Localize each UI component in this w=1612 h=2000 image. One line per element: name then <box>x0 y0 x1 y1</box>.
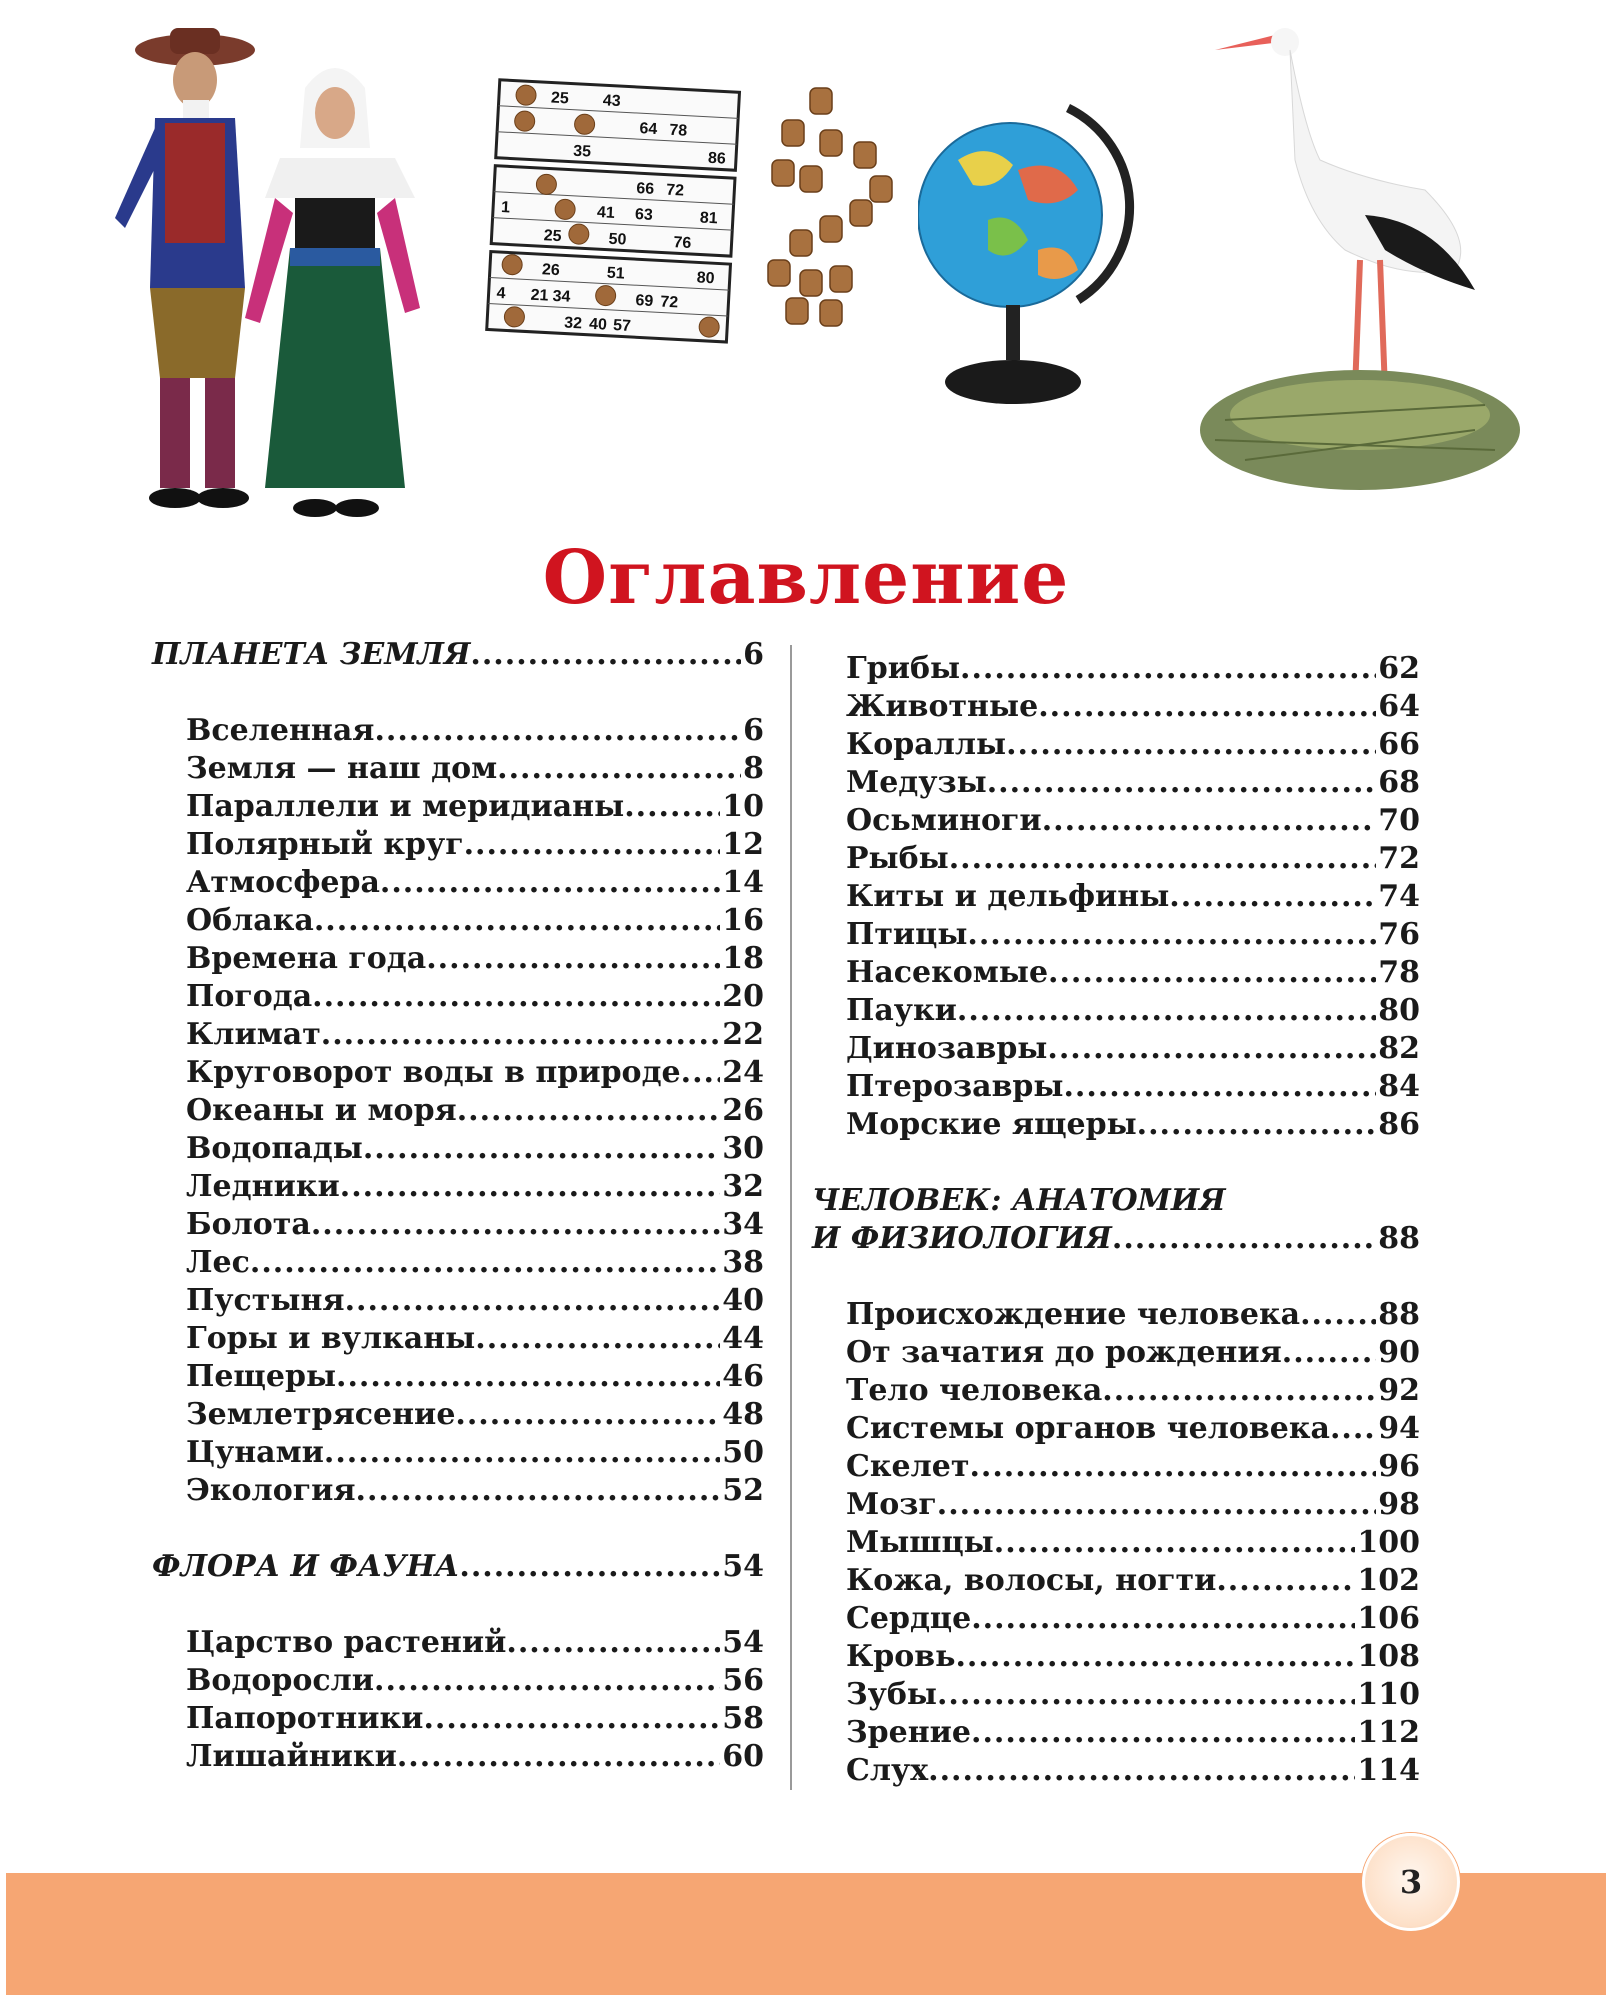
toc-entry-title: Болота <box>186 1207 311 1242</box>
toc-entry-title: Кожа, волосы, ногти <box>846 1563 1217 1598</box>
toc-leader-dots <box>987 764 1377 802</box>
toc-leader-dots <box>374 712 741 750</box>
toc-entry-page: 52 <box>722 1473 764 1508</box>
toc-leader-dots <box>340 1168 721 1206</box>
toc-entry[interactable] <box>152 712 764 750</box>
toc-entry[interactable] <box>812 688 1420 726</box>
toc-entry-page: 80 <box>1378 993 1420 1028</box>
toc-entry-title: Пещеры <box>186 1359 337 1394</box>
toc-entry-title: Пауки <box>846 993 957 1028</box>
toc-entry[interactable] <box>812 1410 1420 1448</box>
toc-entry-title: Сердце <box>846 1601 972 1636</box>
toc-entry[interactable] <box>152 1434 764 1472</box>
toc-leader-dots <box>457 1092 721 1130</box>
toc-leader-dots <box>464 826 721 864</box>
toc-entry-page: 74 <box>1378 879 1420 914</box>
toc-entry[interactable] <box>152 864 764 902</box>
toc-entry[interactable] <box>152 940 764 978</box>
toc-leader-dots <box>356 1472 721 1510</box>
toc-leader-dots <box>497 750 741 788</box>
toc-entry[interactable] <box>152 1358 764 1396</box>
toc-entry[interactable] <box>152 1130 764 1168</box>
toc-entry-title: Водопады <box>186 1131 363 1166</box>
lotto-number: 34 <box>552 287 571 306</box>
toc-leader-dots <box>971 1600 1355 1638</box>
toc-entry[interactable] <box>152 1016 764 1054</box>
toc-entry-title: Землетрясение <box>186 1397 456 1432</box>
toc-leader-dots <box>949 840 1377 878</box>
toc-entry[interactable] <box>812 1334 1420 1372</box>
toc-entry[interactable] <box>812 1600 1420 1638</box>
lotto-cards-illustration <box>485 78 750 348</box>
toc-leader-dots <box>1330 1410 1376 1448</box>
toc-leader-dots <box>967 916 1376 954</box>
lotto-number: 78 <box>668 121 688 140</box>
lotto-number: 64 <box>639 120 658 139</box>
toc-entry-page: 114 <box>1357 1753 1420 1788</box>
column-divider <box>790 645 792 1790</box>
toc-leader-dots <box>1006 726 1376 764</box>
toc-entry[interactable] <box>152 1624 764 1662</box>
toc-entry-title: Горы и вулканы <box>186 1321 476 1356</box>
lotto-number: 1 <box>500 199 511 217</box>
toc-entry-page: 6 <box>743 713 764 748</box>
toc-leader-dots <box>1137 1106 1377 1144</box>
toc-entry-page: 44 <box>722 1321 764 1356</box>
toc-entry-page: 38 <box>722 1245 764 1280</box>
toc-entry-title: Осьминоги <box>846 803 1042 838</box>
toc-leader-dots <box>374 1662 720 1700</box>
toc-leader-dots <box>1102 1372 1376 1410</box>
toc-leader-dots <box>969 1448 1376 1486</box>
toc-entry-title: Круговорот воды в природе <box>186 1055 681 1090</box>
toc-entry[interactable] <box>152 902 764 940</box>
toc-entry-title: Мышцы <box>846 1525 994 1560</box>
toc-entry[interactable] <box>812 1372 1420 1410</box>
toc-left-column <box>152 636 764 1776</box>
toc-leader-dots <box>1216 1562 1355 1600</box>
toc-section-planet[interactable]: ПЛАНЕТА ЗЕМЛЯ ..... 6 <box>152 636 764 674</box>
toc-entry-title: Цунами <box>186 1435 324 1470</box>
toc-leader-dots <box>321 1016 720 1054</box>
toc-entry-page: 98 <box>1378 1487 1420 1522</box>
toc-entry-title: Животные <box>846 689 1039 724</box>
lotto-number: 86 <box>707 149 727 168</box>
toc-section-human-line1[interactable]: ЧЕЛОВЕК: АНАТОМИЯ <box>812 1183 1226 1218</box>
toc-entry-page: 66 <box>1378 727 1420 762</box>
toc-entry-title: Зрение <box>846 1715 971 1750</box>
toc-entry[interactable] <box>152 1662 764 1700</box>
toc-entry[interactable] <box>812 1638 1420 1676</box>
toc-entry[interactable] <box>152 1738 764 1776</box>
lotto-number: 4 <box>496 284 506 303</box>
toc-section-human[interactable]: И ФИЗИОЛОГИЯ ..... 88 <box>812 1220 1420 1258</box>
lotto-number: 35 <box>572 142 592 161</box>
toc-section-flora-fauna[interactable]: ФЛОРА И ФАУНА ..... 54 <box>152 1548 764 1586</box>
toc-entry-page: 10 <box>722 789 764 824</box>
toc-leader-dots <box>1042 802 1377 840</box>
toc-leader-dots <box>937 1676 1355 1714</box>
toc-entry[interactable] <box>152 1282 764 1320</box>
toc-entry-title: Климат <box>186 1017 321 1052</box>
toc-entry[interactable] <box>812 1106 1420 1144</box>
toc-entry-page: 68 <box>1378 765 1420 800</box>
lotto-number: 50 <box>608 230 627 249</box>
toc-entry-title: Тело человека <box>846 1373 1103 1408</box>
toc-entry-page: 54 <box>722 1625 764 1660</box>
stork-on-nest-illustration <box>1185 10 1525 540</box>
folk-costume-couple-illustration <box>95 18 470 538</box>
toc-entry-page: 82 <box>1378 1031 1420 1066</box>
toc-entry-page: 14 <box>722 865 764 900</box>
lotto-barrels-illustration <box>760 80 910 330</box>
toc-entry-page: 56 <box>722 1663 764 1698</box>
lotto-number: 80 <box>696 269 715 288</box>
toc-entry-page: 40 <box>722 1283 764 1318</box>
toc-entry-page: 84 <box>1378 1069 1420 1104</box>
toc-entry-title: Киты и дельфины <box>846 879 1170 914</box>
toc-entry-page: 24 <box>722 1055 764 1090</box>
toc-entry[interactable] <box>152 1092 764 1130</box>
lotto-number: 32 <box>563 314 583 333</box>
toc-entry-page: 48 <box>722 1397 764 1432</box>
toc-entry[interactable] <box>812 840 1420 878</box>
page-number: 3 <box>1362 1833 1460 1931</box>
toc-entry-page: 16 <box>722 903 764 938</box>
toc-entry[interactable] <box>152 1054 764 1092</box>
page-title: Оглавление <box>542 535 1070 621</box>
toc-entry-title: Атмосфера <box>186 865 380 900</box>
toc-entry-page: 46 <box>722 1359 764 1394</box>
toc-entry[interactable] <box>152 1700 764 1738</box>
toc-entry-page: 94 <box>1378 1411 1420 1446</box>
toc-entry-page: 30 <box>722 1131 764 1166</box>
toc-entry-page: 18 <box>722 941 764 976</box>
lotto-number: 63 <box>634 206 654 224</box>
toc-entry-title: Грибы <box>846 651 961 686</box>
toc-entry-title: Параллели и меридианы <box>186 789 625 824</box>
lotto-number: 51 <box>606 264 626 283</box>
toc-leader-dots <box>380 864 720 902</box>
toc-entry[interactable] <box>152 1168 764 1206</box>
toc-leader-dots <box>1048 954 1376 992</box>
toc-leader-dots <box>314 902 720 940</box>
lotto-number: 21 <box>530 286 549 305</box>
toc-entry-page: 106 <box>1357 1601 1420 1636</box>
toc-entry-title: Экология <box>186 1473 356 1508</box>
toc-entry-page: 100 <box>1357 1525 1420 1560</box>
toc-leader-dots <box>928 1752 1355 1790</box>
toc-entry[interactable] <box>152 1244 764 1282</box>
toc-entry-page: 92 <box>1378 1373 1420 1408</box>
toc-entry[interactable] <box>812 954 1420 992</box>
toc-entry[interactable] <box>812 650 1420 688</box>
toc-entry-title: Пустыня <box>186 1283 345 1318</box>
toc-entry-page: 58 <box>722 1701 764 1736</box>
toc-entry[interactable] <box>812 726 1420 764</box>
toc-entry-title: Океаны и моря <box>186 1093 457 1128</box>
lotto-number: 43 <box>602 92 622 111</box>
toc-entry-title: Лес <box>186 1245 250 1280</box>
toc-entry-title: Кораллы <box>846 727 1007 762</box>
toc-entry-title: Земля — наш дом <box>186 751 498 786</box>
toc-entry-title: Медузы <box>846 765 987 800</box>
toc-entry-page: 112 <box>1357 1715 1420 1750</box>
toc-entry-title: Лишайники <box>186 1739 397 1774</box>
toc-entry-title: Насекомые <box>846 955 1049 990</box>
toc-leader-dots <box>426 940 720 978</box>
lotto-number: 81 <box>699 209 719 228</box>
toc-entry[interactable] <box>812 1030 1420 1068</box>
toc-entry[interactable] <box>812 1068 1420 1106</box>
toc-entry-title: Зубы <box>846 1677 937 1712</box>
lotto-number: 40 <box>588 315 608 334</box>
toc-entry-title: Ледники <box>186 1169 340 1204</box>
toc-leader-dots <box>994 1524 1356 1562</box>
toc-leader-dots <box>1038 688 1376 726</box>
toc-leader-dots <box>363 1130 720 1168</box>
toc-entry-page: 50 <box>722 1435 764 1470</box>
toc-leader-dots <box>681 1054 721 1092</box>
toc-entry-title: Системы органов человека <box>846 1411 1330 1446</box>
lotto-number: 25 <box>543 227 562 246</box>
toc-leader-dots <box>960 650 1376 688</box>
lotto-number: 41 <box>596 204 616 222</box>
toc-entry[interactable] <box>812 1562 1420 1600</box>
toc-entry[interactable] <box>152 826 764 864</box>
toc-leader-dots <box>971 1714 1355 1752</box>
toc-entry-title: Папоротники <box>186 1701 424 1736</box>
toc-entry[interactable] <box>152 1472 764 1510</box>
toc-entry[interactable] <box>812 1714 1420 1752</box>
toc-entry-page: 12 <box>722 827 764 862</box>
toc-entry-page: 90 <box>1378 1335 1420 1370</box>
toc-entry-title: Птицы <box>846 917 968 952</box>
toc-entry-title: Царство растений <box>186 1625 507 1660</box>
toc-entry-page: 72 <box>1378 841 1420 876</box>
toc-entry[interactable] <box>812 764 1420 802</box>
lotto-number: 72 <box>665 181 685 200</box>
toc-entry-title: Кровь <box>846 1639 956 1674</box>
lotto-number: 57 <box>612 317 632 335</box>
toc-entry-title: Происхождение человека <box>846 1297 1301 1332</box>
toc-entry[interactable] <box>812 1676 1420 1714</box>
toc-entry-title: Скелет <box>846 1449 970 1484</box>
toc-entry-page: 8 <box>743 751 764 786</box>
toc-entry[interactable] <box>152 788 764 826</box>
toc-entry-page: 102 <box>1357 1563 1420 1598</box>
toc-right-column <box>812 650 1420 1790</box>
toc-entry-title: Полярный круг <box>186 827 464 862</box>
toc-leader-dots <box>311 1206 720 1244</box>
toc-leader-dots <box>397 1738 720 1776</box>
toc-entry[interactable] <box>812 1524 1420 1562</box>
toc-leader-dots <box>312 978 720 1016</box>
toc-entry-title: Птерозавры <box>846 1069 1064 1104</box>
toc-entry-page: 34 <box>722 1207 764 1242</box>
lotto-number: 25 <box>550 89 570 108</box>
toc-entry-page: 86 <box>1378 1107 1420 1142</box>
toc-leader-dots <box>423 1700 720 1738</box>
toc-leader-dots <box>475 1320 720 1358</box>
toc-entry[interactable] <box>812 1752 1420 1790</box>
toc-entry[interactable] <box>812 1486 1420 1524</box>
toc-entry-page: 20 <box>722 979 764 1014</box>
toc-entry-page: 64 <box>1378 689 1420 724</box>
toc-entry-page: 60 <box>722 1739 764 1774</box>
toc-leader-dots <box>250 1244 720 1282</box>
toc-leader-dots <box>1047 1030 1376 1068</box>
lotto-number: 26 <box>541 261 561 280</box>
toc-entry-title: Рыбы <box>846 841 949 876</box>
toc-entry-page: 32 <box>722 1169 764 1204</box>
toc-entry-page: 62 <box>1378 651 1420 686</box>
toc-leader-dots <box>957 992 1376 1030</box>
toc-entry[interactable] <box>152 750 764 788</box>
toc-entry-title: Морские ящеры <box>846 1107 1137 1142</box>
toc-entry-page: 88 <box>1378 1297 1420 1332</box>
toc-leader-dots <box>1300 1296 1376 1334</box>
toc-entry-title: Слух <box>846 1753 929 1788</box>
toc-leader-dots <box>624 788 720 826</box>
toc-entry-page: 26 <box>722 1093 764 1128</box>
lotto-number: 69 <box>634 292 654 311</box>
toc-entry-title: От зачатия до рождения <box>846 1335 1282 1370</box>
lotto-number: 72 <box>659 293 679 312</box>
toc-leader-dots <box>1169 878 1376 916</box>
globe-illustration <box>918 100 1138 420</box>
lotto-number: 76 <box>673 234 692 253</box>
toc-entry-page: 108 <box>1357 1639 1420 1674</box>
toc-entry-title: Времена года <box>186 941 427 976</box>
toc-entry-title: Мозг <box>846 1487 937 1522</box>
toc-entry[interactable] <box>812 1448 1420 1486</box>
toc-entry[interactable] <box>812 916 1420 954</box>
toc-leader-dots <box>455 1396 720 1434</box>
toc-entry[interactable] <box>812 802 1420 840</box>
toc-entry[interactable] <box>812 992 1420 1030</box>
toc-entry-title: Облака <box>186 903 314 938</box>
toc-entry-title: Вселенная <box>186 713 375 748</box>
toc-entry[interactable] <box>152 1396 764 1434</box>
toc-leader-dots <box>1063 1068 1376 1106</box>
toc-entry-title: Водоросли <box>186 1663 375 1698</box>
toc-leader-dots <box>506 1624 720 1662</box>
toc-leader-dots <box>937 1486 1377 1524</box>
toc-entry-page: 96 <box>1378 1449 1420 1484</box>
toc-leader-dots <box>345 1282 721 1320</box>
lotto-number: 66 <box>635 180 655 199</box>
toc-entry-title: Динозавры <box>846 1031 1048 1066</box>
toc-leader-dots <box>336 1358 720 1396</box>
toc-entry[interactable] <box>152 1320 764 1358</box>
toc-leader-dots <box>324 1434 720 1472</box>
toc-entry[interactable] <box>152 1206 764 1244</box>
toc-entry-title: Погода <box>186 979 313 1014</box>
toc-entry-page: 78 <box>1378 955 1420 990</box>
toc-entry-page: 110 <box>1357 1677 1420 1712</box>
toc-entry-page: 70 <box>1378 803 1420 838</box>
toc-entry[interactable] <box>812 1296 1420 1334</box>
toc-entry[interactable] <box>152 978 764 1016</box>
toc-entry[interactable] <box>812 878 1420 916</box>
toc-leader-dots <box>1282 1334 1376 1372</box>
toc-entry-page: 76 <box>1378 917 1420 952</box>
toc-entry-page: 22 <box>722 1017 764 1052</box>
toc-leader-dots <box>955 1638 1355 1676</box>
